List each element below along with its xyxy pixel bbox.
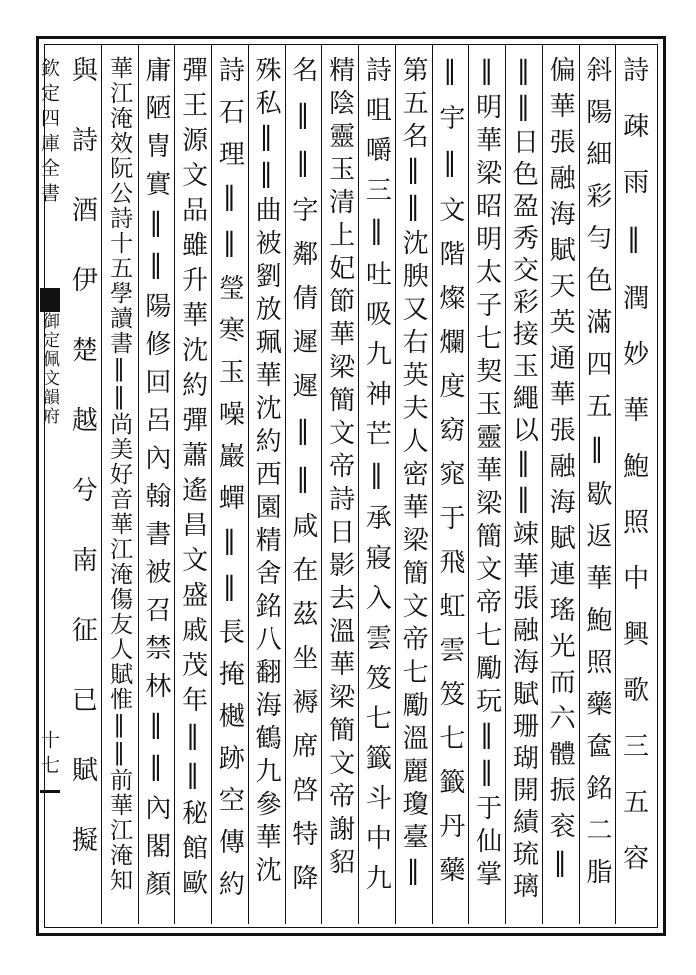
column-text: 斜陽細彩勻色滿四五‖歇返華鮑照藥奩銘二脂 bbox=[581, 56, 612, 900]
column-text: 名‖‖字鄰倩遲遲‖‖咸在茲坐褥席啓特降 bbox=[287, 56, 318, 908]
column-text: 華江淹效阮公詩十五學讀書‖‖尚美好音華江淹傷友人賦惟‖‖前華江淹知 bbox=[106, 56, 133, 893]
column-divider bbox=[615, 44, 616, 924]
column-divider bbox=[285, 44, 286, 924]
column-divider bbox=[468, 44, 469, 924]
column-divider bbox=[358, 44, 359, 924]
column-text: 詩疎雨‖潤妙華鮑照中興歌三五容 bbox=[618, 56, 649, 900]
column-divider bbox=[211, 44, 212, 924]
column-text: ‖宇‖文階燦爛度窈窕于飛虹雲笈七籤丹藥 bbox=[434, 56, 465, 900]
column-divider bbox=[505, 44, 506, 924]
column-divider bbox=[248, 44, 249, 924]
column-divider bbox=[542, 44, 543, 924]
column-divider bbox=[432, 44, 433, 924]
column-text: 彈王源文品雖升華沈約彈蕭遙昌文盛戚茂年‖‖秘館歐 bbox=[177, 56, 208, 904]
column-text: 偏華張融海賦天英通華張融海賦連瑤光而六體振衮‖ bbox=[545, 56, 576, 888]
column-text: 詩石理‖‖瑩寒玉噪巖蟬‖‖長掩樾跡空傳約 bbox=[214, 56, 245, 912]
page-number: 十七 bbox=[38, 730, 60, 780]
column-text: 第五名‖‖沈腴又右英夫人密華梁簡文帝七勵溫麗瓊臺‖ bbox=[398, 56, 429, 893]
column-text: 詩咀嚼三‖吐吸九神芒‖承寢入雲笈七籤斗中九 bbox=[361, 56, 392, 904]
column-text: 與詩酒伊楚越兮南征已賦擬 bbox=[67, 56, 98, 896]
book-title: 欽定四庫全書 bbox=[38, 58, 60, 208]
fish-tail-mark bbox=[40, 288, 60, 312]
column-text: 精陰靈玉清上妃節華梁簡文帝詩日影去溫華梁簡文帝謝貂 bbox=[324, 56, 355, 881]
column-text: ‖明華梁昭明太子七契玉靈華梁簡文帝七勵玩‖‖于仙掌 bbox=[471, 56, 502, 893]
column-divider bbox=[395, 44, 396, 924]
column-divider bbox=[101, 44, 102, 924]
section-title: 御定佩文韻府 bbox=[39, 312, 59, 426]
text-columns bbox=[64, 44, 652, 924]
page-number-rule bbox=[40, 790, 60, 793]
column-text: ‖‖日色盈秀交彩接玉繩以‖‖竦華張融海賦珊瑚開績琉璃 bbox=[508, 56, 539, 904]
column-divider bbox=[174, 44, 175, 924]
column-divider bbox=[321, 44, 322, 924]
column-divider bbox=[138, 44, 139, 924]
column-text: 殊私‖‖曲被劉放珮華沈約西園精舍銘八翻海鶴九參華沈 bbox=[251, 56, 282, 889]
column-divider bbox=[579, 44, 580, 924]
column-text: 庸陋冑實‖‖陽修回呂內翰書被召禁林‖‖內閣顏 bbox=[140, 56, 171, 908]
text-column bbox=[59, 56, 105, 916]
